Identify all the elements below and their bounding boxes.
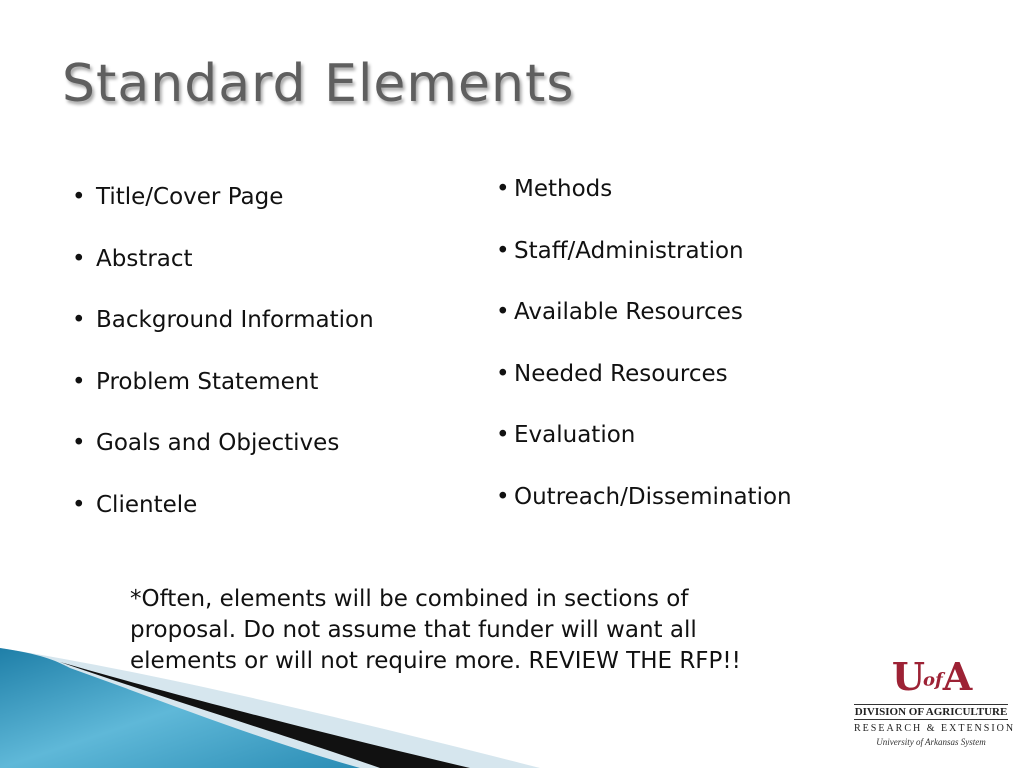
- list-item-label: Clientele: [96, 491, 198, 518]
- bullet-icon: •: [72, 307, 86, 333]
- uada-logo: [854, 654, 1016, 747]
- list-item-label: Outreach/Dissemination: [514, 483, 792, 510]
- list-item: [72, 363, 374, 425]
- list-item-label: Background Information: [96, 307, 374, 333]
- bullet-icon: •: [496, 176, 510, 202]
- bullet-icon: •: [496, 483, 510, 510]
- slide-title: Standard Elements: [62, 54, 575, 114]
- list-item: [496, 355, 792, 417]
- list-item-label: Staff/Administration: [514, 237, 744, 264]
- bullet-icon: •: [72, 184, 86, 210]
- bullet-icon: •: [496, 422, 510, 448]
- list-item: [72, 178, 374, 240]
- list-item: [72, 301, 374, 363]
- logo-mark: [854, 656, 1008, 702]
- right-bullet-list: [496, 170, 792, 539]
- logo-mark-u: U: [891, 654, 923, 699]
- list-item-label: Evaluation: [514, 422, 636, 448]
- list-item-label: Methods: [514, 176, 613, 202]
- list-item: [72, 240, 374, 302]
- list-item: [496, 478, 792, 540]
- list-item-label: Available Resources: [514, 299, 743, 325]
- list-item-label: Title/Cover Page: [96, 184, 284, 210]
- list-item: [72, 424, 374, 486]
- list-item: [496, 416, 792, 478]
- logo-mark-a: A: [942, 654, 971, 699]
- list-item: [496, 170, 792, 232]
- logo-mark-of: of: [922, 669, 943, 691]
- logo-division-text: DIVISION OF AGRICULTURE: [854, 705, 1008, 718]
- bullet-icon: •: [496, 299, 510, 325]
- list-item-label: Needed Resources: [514, 360, 728, 387]
- bullet-icon: •: [496, 360, 510, 387]
- left-bullet-list: [72, 178, 374, 547]
- list-item-label: Goals and Objectives: [96, 430, 340, 456]
- footnote: *Often, elements will be combined in sections of proposal. Do not assume that funder will want all elements or will not require more. REVIEW THE RFP!!: [130, 586, 741, 674]
- bullet-icon: •: [72, 245, 86, 272]
- bullet-icon: •: [72, 368, 86, 395]
- logo-research-text: RESEARCH & EXTENSION: [854, 722, 1016, 734]
- bullet-icon: •: [496, 237, 510, 264]
- list-item-label: Abstract: [96, 245, 193, 272]
- bullet-icon: •: [72, 430, 86, 456]
- list-item: [496, 232, 792, 294]
- bullet-icon: •: [72, 491, 86, 518]
- list-item: [72, 486, 374, 548]
- logo-system-text: University of Arkansas System: [876, 736, 986, 747]
- list-item: [496, 293, 792, 355]
- list-item-label: Problem Statement: [96, 368, 319, 395]
